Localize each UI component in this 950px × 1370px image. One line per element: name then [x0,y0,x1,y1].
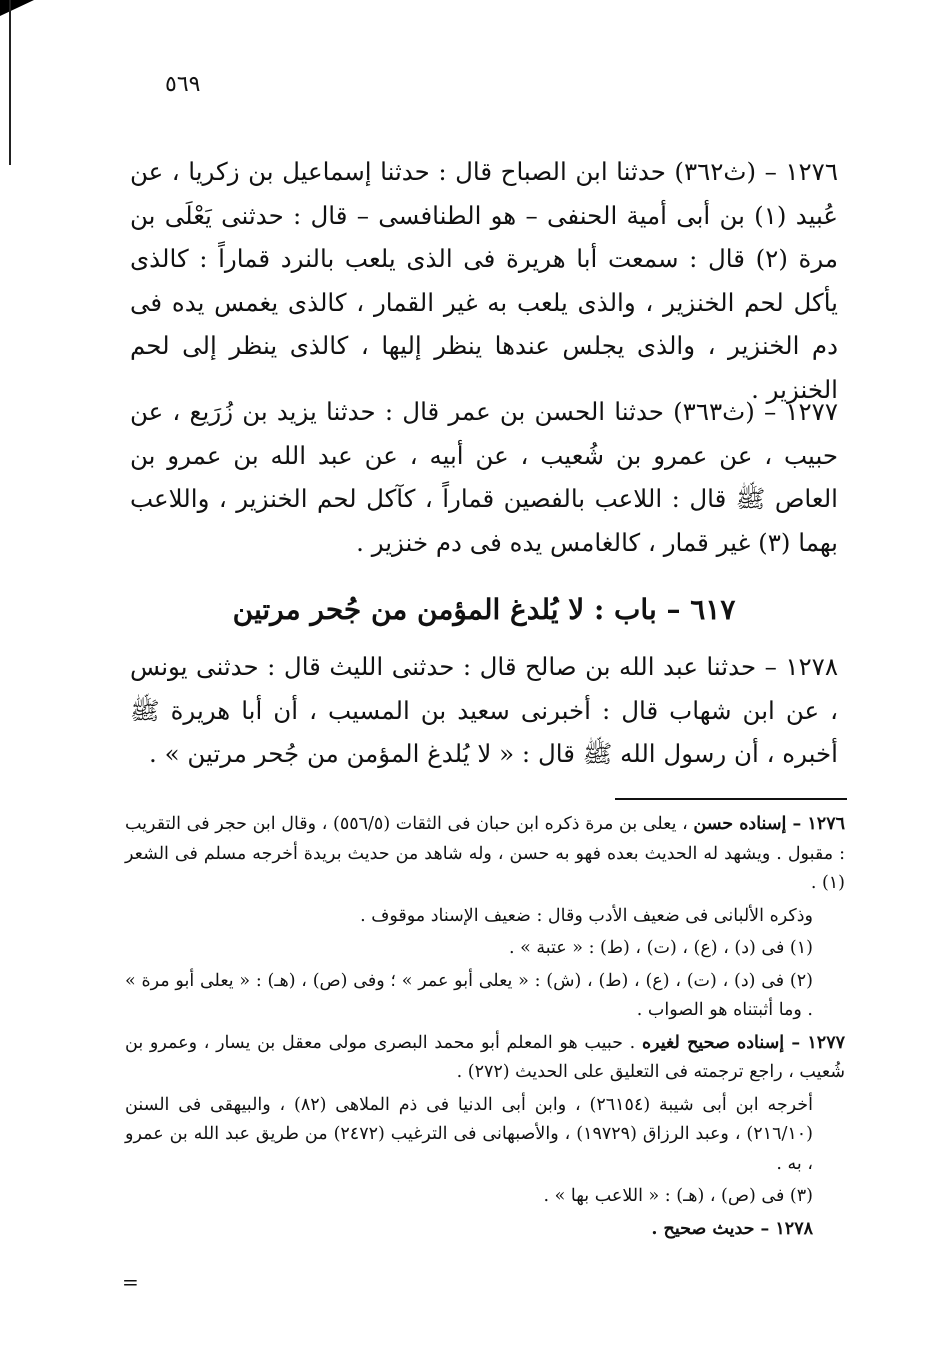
footnote-1276-text: ، يعلى بن مرة ذكره ابن حبان فى الثقات (٥٥٦/٥) ، وقال ابن حجر فى التقريب : مقبول . ويشهد له الحديث بعده فهو به حسن ، وله شاهد من حديث بريدة أخرجه مسلم فى الشعر (١) . [125,814,845,893]
hadith-1277-text: ١٢٧٧ – (ث٣٦٣) حدثنا الحسن بن عمر قال : حدثنا يزيد بن زُرَيع ، عن حبيب ، عن عمرو بن شُعيب ، عن أبيه ، عن عبد الله بن عمرو بن العاص ﷺ قال : اللاعب بالفصين قماراً ، كآكل لحم الخنزير ، واللاعب بهما (٣) غير قمار ، كالغامس يده فى دم خنزير . [130,397,838,557]
chapter-title: ٦١٧ – باب : لا يُلدغ المؤمن من جُحر مرتين [232,593,736,626]
bottom-mark: = [122,1270,139,1294]
hadith-1276 [130,150,838,411]
hadith-1277 [130,390,838,564]
hadith-1278-text: ١٢٧٨ – حدثنا عبد الله بن صالح قال : حدثنى الليث قال : حدثنى يونس ، عن ابن شهاب قال : أخبرنى سعيد بن المسيب ، أن أبا هريرة ﷺ أخبره ، أن رسول الله ﷺ قال : « لا يُلدغ المؤمن من جُحر مرتين » . [130,652,838,768]
hadith-1276-text: ١٢٧٦ – (ث٣٦٢) حدثنا ابن الصباح قال : حدثنا إسماعيل بن زكريا ، عن عُبيد (١) بن أبى أمية الحنفى – هو الطنافسى – قال : حدثنى يَعْلَى بن مرة (٢) قال : سمعت أبا هريرة فى الذى يلعب بالنرد قماراً : كالذى يأكل لحم الخنزير ، والذى يلعب به غير القمار ، كالذى يغمس يده فى دم الخنزير ، والذى يجلس عندها ينظر إليها ، كالذى ينظر إلى لحم الخنزير . [130,157,838,404]
footnote-1277-label: ١٢٧٧ – إسناده صحيح لغيره [641,1032,845,1053]
footnotes [125,810,845,1247]
footnote-1277-text: . حبيب هو المعلم أبو محمد البصرى مولى معقل بن يسار ، وعمرو بن شُعيب ، راجع ترجمته فى التعليق على الحديث (٢٧٢) . [125,1032,845,1082]
footnote-1276-label: ١٢٧٦ – إسناده حسن [693,814,846,834]
corner-mark [0,0,34,16]
hadith-1278 [130,645,838,776]
page-edge-rule [9,0,11,165]
footnote-1276-albani: وذكره الألبانى فى ضعيف الأدب وقال : ضعيف الإسناد موقوف . [360,905,813,926]
footnote-2: (٢) فى (د) ، (ت) ، (ع) ، (ط) ، (ش) : « يعلى أبو عمر » ؛ وفى (ص) ، (هـ) : « يعلى أبو مرة » . وما أثبتناه هو الصواب . [125,970,813,1020]
footnote-1277 [125,1029,845,1088]
footnote-1: (١) فى (د) ، (ع) ، (ت) ، (ط) : « عتبة » . [508,938,813,958]
page-number: ٥٦٩ [165,72,201,97]
footnote-1277-takhrij: أخرجه ابن أبى شيبة (٢٦١٥٤) ، وابن أبى الدنيا فى ذم الملاهى (٨٢) ، والبيهقى فى السنن (٢١٦/١٠) ، وعبد الرزاق (١٩٧٢٩) ، والأصبهانى فى الترغيب (٢٤٧٢) من طريق عبد الله بن عمرو ، به . [125,1094,813,1174]
footnote-1278: ١٢٧٨ – حديث صحيح . [651,1218,813,1239]
footnote-divider [615,798,847,800]
footnote-1276 [125,810,845,899]
footnote-3: (٣) فى (ص) ، (هـ) : « اللاعب بها » . [543,1186,813,1206]
